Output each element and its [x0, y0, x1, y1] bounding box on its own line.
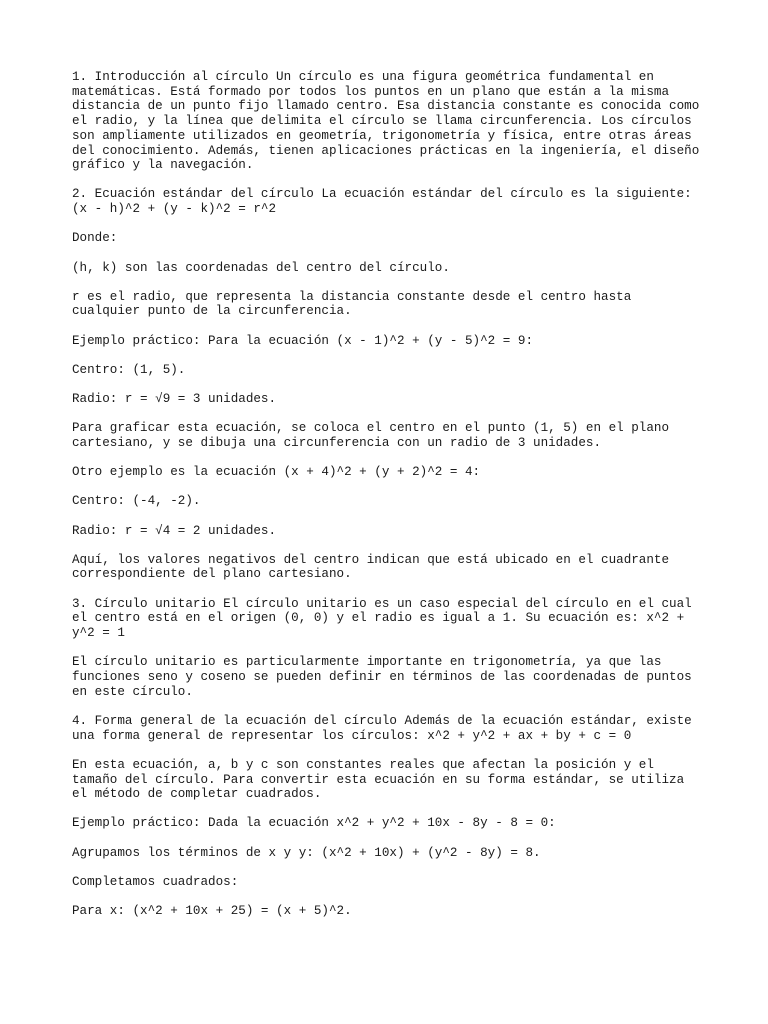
paragraph-grouping: Agrupamos los términos de x y y: (x^2 + 10x) + (y^2 - 8y) = 8.: [72, 845, 541, 860]
paragraph-example-1-center: Centro: (1, 5).: [72, 362, 186, 377]
paragraph-example-2-radius: Radio: r = √4 = 2 unidades.: [72, 523, 277, 538]
paragraph-constants: En esta ecuación, a, b y c son constantes reales que afectan la posición y el tamaño del círculo. Para convertir esta ecuación en su forma estándar, se utiliza el método de completar cuadrados.: [72, 757, 685, 802]
paragraph-example-1: Ejemplo práctico: Para la ecuación (x - 1)^2 + (y - 5)^2 = 9:: [72, 333, 534, 348]
paragraph-example-1-radius: Radio: r = √9 = 3 unidades.: [72, 392, 277, 407]
paragraph-negative-values: Aquí, los valores negativos del centro indican que está ubicado en el cuadrante correspondiente del plano cartesiano.: [72, 552, 670, 582]
paragraph-where: Donde:: [72, 231, 118, 246]
paragraph-center-definition: (h, k) son las coordenadas del centro del círculo.: [72, 260, 450, 275]
paragraph-for-x: Para x: (x^2 + 10x + 25) = (x + 5)^2.: [72, 904, 352, 919]
paragraph-radius-definition: r es el radio, que representa la distancia constante desde el centro hasta cualquier punto de la circunferencia.: [72, 289, 632, 319]
paragraph-example-2: Otro ejemplo es la ecuación (x + 4)^2 + (y + 2)^2 = 4:: [72, 465, 481, 480]
paragraph-unit-circle-importance: El círculo unitario es particularmente importante en trigonometría, ya que las funciones seno y coseno se pueden definir en términos de las coordenadas de puntos en este círculo.: [72, 655, 692, 699]
paragraph-complete-squares: Completamos cuadrados:: [72, 874, 239, 889]
paragraph-intro: 1. Introducción al círculo Un círculo es una figura geométrica fundamental en matemáticas. Está formado por todos los puntos en un plano que están a la misma distancia de un punto fijo llamado centro. Esa distancia constante es conocida como el radio, y la línea que delimita el círculo se llama circunferencia. Los círculos son ampliamente utilizados en geometría, trigonometría y física, entre otras áreas del conocimiento. Además, tienen aplicaciones prácticas en la ingeniería, el diseño gráfico y la navegación.: [72, 70, 700, 173]
paragraph-unit-circle: 3. Círculo unitario El círculo unitario es un caso especial del círculo en el cual el centro está en el origen (0, 0) y el radio es igual a 1. Su ecuación es: x^2 + y^2 = 1: [72, 596, 692, 641]
paragraph-graphing: Para graficar esta ecuación, se coloca el centro en el punto (1, 5) en el plano cartesiano, y se dibuja una circunferencia con un radio de 3 unidades.: [72, 421, 670, 450]
paragraph-general-form: 4. Forma general de la ecuación del círculo Además de la ecuación estándar, existe una forma general de representar los círculos: x^2 + y^2 + ax + by + c = 0: [72, 713, 692, 743]
paragraph-standard-equation: 2. Ecuación estándar del círculo La ecuación estándar del círculo es la siguiente: (x - h)^2 + (y - k)^2 = r^2: [72, 187, 692, 217]
document-page: [72, 70, 702, 933]
paragraph-example-3: Ejemplo práctico: Dada la ecuación x^2 + y^2 + 10x - 8y - 8 = 0:: [72, 816, 556, 831]
paragraph-example-2-center: Centro: (-4, -2).: [72, 494, 201, 509]
